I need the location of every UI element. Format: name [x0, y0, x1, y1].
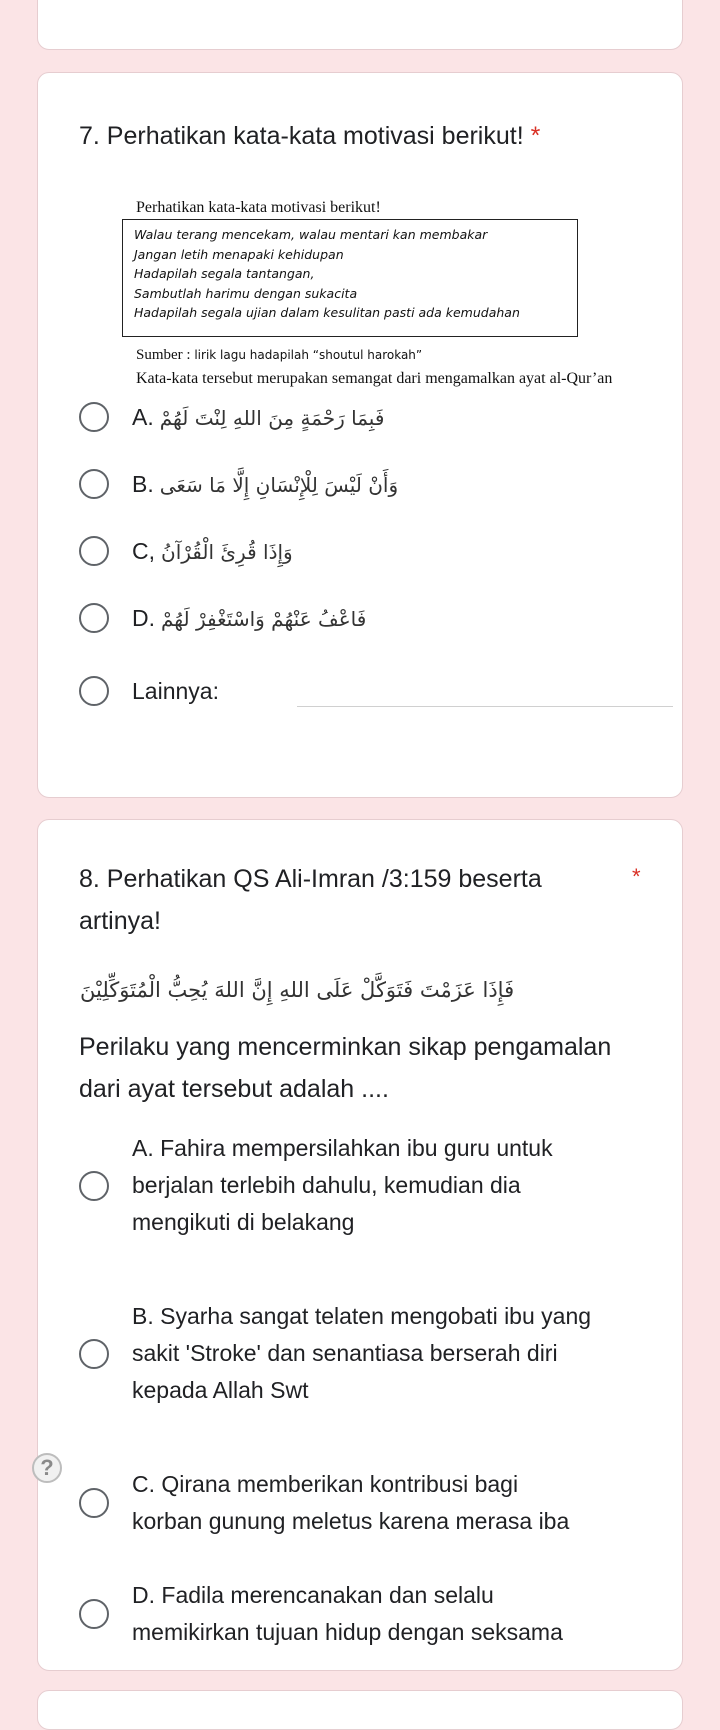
arabic-option-text: فَاعْفُ عَنْهُمْ وَاسْتَغْفِرْ لَهُمْ — [161, 607, 367, 631]
image-title: Perhatikan kata-kata motivasi berikut! — [136, 199, 381, 216]
next-question-card — [37, 1690, 683, 1730]
question-8-description: Perilaku yang mencerminkan sikap pengamalan dari ayat tersebut adalah .... — [79, 1033, 612, 1103]
radio-button[interactable] — [79, 1599, 109, 1629]
question-7-title: 7. Perhatikan kata-kata motivasi berikut! * — [79, 122, 541, 150]
q8-option-d[interactable]: D. Fadila merencanakan dan selalu memikirkan tujuan hidup dengan seksama — [79, 1577, 659, 1651]
q8-option-a[interactable]: A. Fahira mempersilahkan ibu guru untuk berjalan terlebih dahulu, kemudian dia mengikuti di belakang — [79, 1130, 659, 1241]
image-source: Sumber : lirik lagu hadapilah “shoutul harokah” — [136, 347, 423, 363]
quote-line: Hadapilah segala ujian dalam kesulitan pasti ada kemudahan — [134, 305, 520, 320]
question-8-title: 8. Perhatikan QS Ali-Imran /3:159 beserta artinya! — [79, 865, 542, 935]
other-label: Lainnya: — [132, 678, 219, 704]
previous-question-card — [37, 0, 683, 50]
quote-line: Jangan letih menapaki kehidupan — [134, 246, 344, 262]
arabic-option-text: وَأَنْ لَيْسَ لِلْإِنْسَانِ إِلَّا مَا سَعَى — [159, 473, 399, 497]
quote-box — [122, 219, 578, 337]
other-text-input[interactable] — [297, 706, 673, 707]
radio-button[interactable] — [79, 402, 109, 432]
required-asterisk: * — [632, 864, 641, 889]
radio-button[interactable] — [79, 1171, 109, 1201]
radio-button[interactable] — [79, 469, 109, 499]
quote-line: Sambutlah harimu dengan sukacita — [134, 285, 358, 301]
arabic-option-text: فَبِمَا رَحْمَةٍ مِنَ اللهِ لِنْتَ لَهُمْ — [159, 406, 385, 430]
radio-button[interactable] — [79, 1488, 109, 1518]
required-asterisk: * — [530, 122, 541, 150]
help-icon[interactable]: ? — [32, 1453, 62, 1483]
question-7-card: 7. Perhatikan kata-kata motivasi berikut! * Perhatikan kata-kata motivasi berikut! Walau terang mencekam, walau mentari kan membakar Jangan letih menapaki kehidupan Hadapilah segala tantangan, Sambutlah harimu dengan sukacita Hadapilah segala ujian dalam kesulitan pasti ada kemudahan Sumber : lirik lagu hadapilah “shoutul harokah” Kata-kata tersebut merupakan semangat dari mengamalkan ayat al-Qur’an A. فَبِمَا رَحْمَةٍ مِنَ اللهِ لِنْتَ لَهُمْ B. وَأَنْ لَيْسَ لِلْإِنْسَانِ إِلَّا مَا سَعَى C, وَإِذَا قُرِئَ الْقُرْآنُ D. فَاعْفُ عَنْهُمْ وَاسْتَغْفِرْ لَهُمْ Lainnya: — [37, 72, 683, 798]
q7-option-other[interactable] — [79, 670, 679, 710]
image-caption: Kata-kata tersebut merupakan semangat dari mengamalkan ayat al-Qur’an — [136, 370, 613, 387]
radio-button[interactable] — [79, 1339, 109, 1369]
arabic-option-text: وَإِذَا قُرِئَ الْقُرْآنُ — [161, 540, 293, 564]
arabic-verse: فَإِذَا عَزَمْتَ فَتَوَكَّلْ عَلَى اللهِ إِنَّ اللهَ يُحِبُّ الْمُتَوَكِّلِيْنَ — [80, 978, 515, 1002]
q8-option-c[interactable]: C. Qirana memberikan kontribusi bagi korban gunung meletus karena merasa iba — [79, 1466, 659, 1540]
radio-button[interactable] — [79, 536, 109, 566]
quote-line: Hadapilah segala tantangan, — [134, 266, 315, 281]
quote-line: Walau terang mencekam, walau mentari kan membakar — [134, 227, 488, 242]
question-8-card — [37, 819, 683, 1671]
radio-button[interactable] — [79, 603, 109, 633]
radio-button[interactable] — [79, 676, 109, 706]
q8-option-b[interactable]: B. Syarha sangat telaten mengobati ibu yang sakit 'Stroke' dan senantiasa berserah diri kepada Allah Swt — [79, 1298, 659, 1409]
